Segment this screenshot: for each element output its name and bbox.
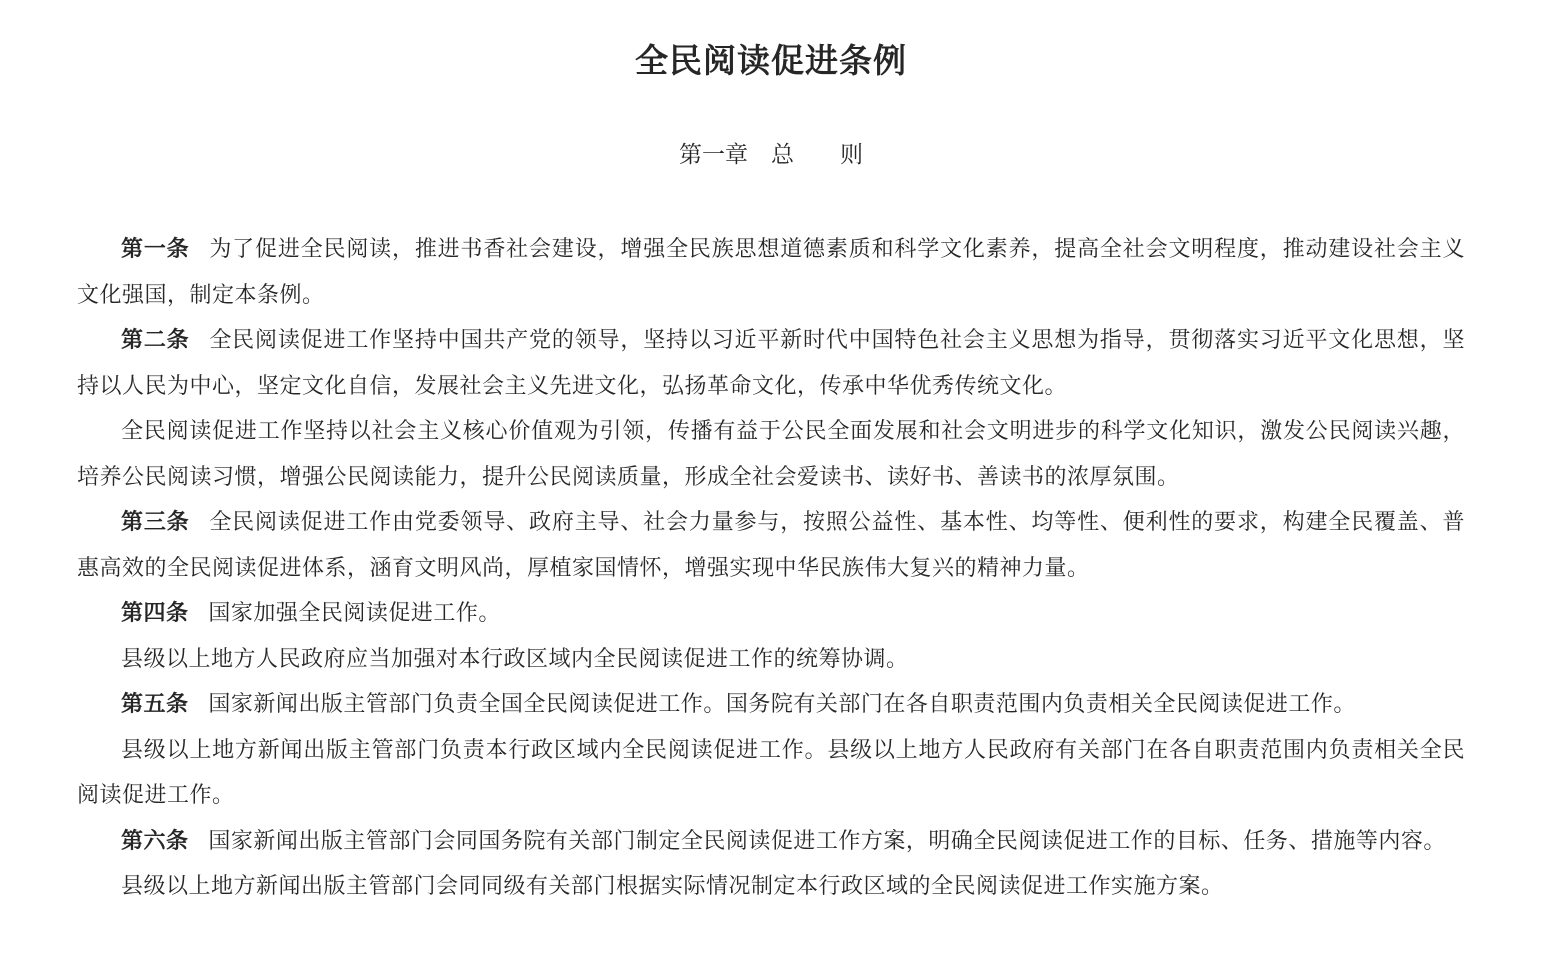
- article-paragraph: [77, 727, 1465, 818]
- paragraph-text: 县级以上地方新闻出版主管部门会同同级有关部门根据实际情况制定本行政区域的全民阅读促进工作实施方案。: [121, 873, 1224, 898]
- article-paragraph: [77, 636, 1465, 682]
- paragraph-text: 县级以上地方人民政府应当加强对本行政区域内全民阅读促进工作的统筹协调。: [121, 645, 909, 671]
- article-paragraph: [77, 226, 1465, 317]
- paragraph-text: 为了促进全民阅读，推进书香社会建设，增强全民族思想道德素质和科学文化素养，提高全社会文明程度，推动建设社会主义文化强国，制定本条例。: [77, 236, 1465, 307]
- page-title: 全民阅读促进条例: [635, 44, 907, 80]
- article-number-label: 第六条: [121, 827, 189, 853]
- article-paragraph: [77, 681, 1465, 727]
- paragraph-text: 全民阅读促进工作坚持中国共产党的领导，坚持以习近平新时代中国特色社会主义思想为指导，贯彻落实习近平文化思想，坚持以人民为中心，坚定文化自信，发展社会主义先进文化，弘扬革命文化，传承中华优秀传统文化。: [77, 327, 1465, 398]
- paragraph-text: 国家加强全民阅读促进工作。: [208, 600, 501, 625]
- paragraph-text: 县级以上地方新闻出版主管部门负责本行政区域内全民阅读促进工作。县级以上地方人民政府有关部门在各自职责范围内负责相关全民阅读促进工作。: [77, 736, 1465, 807]
- article-number-label: 第二条: [121, 327, 190, 352]
- article-number-label: 第三条: [121, 509, 190, 534]
- chapter-heading: 第一章 总 则: [679, 142, 863, 167]
- paragraph-text: 国家新闻出版主管部门负责全国全民阅读促进工作。国务院有关部门在各自职责范围内负责相关全民阅读促进工作。: [208, 691, 1356, 716]
- article-number-label: 第四条: [121, 600, 189, 625]
- article-paragraph: [77, 863, 1465, 909]
- paragraph-text: 全民阅读促进工作由党委领导、政府主导、社会力量参与，按照公益性、基本性、均等性、便利性的要求，构建全民覆盖、普惠高效的全民阅读促进体系，涵育文明风尚，厚植家国情怀，增强实现中华民族伟大复兴的精神力量。: [77, 509, 1465, 580]
- article-paragraph: [77, 818, 1465, 864]
- article-paragraph: [77, 499, 1465, 590]
- paragraph-text: 国家新闻出版主管部门会同国务院有关部门制定全民阅读促进工作方案，明确全民阅读促进工作的目标、任务、措施等内容。: [208, 827, 1446, 853]
- paragraph-text: 全民阅读促进工作坚持以社会主义核心价值观为引领，传播有益于公民全面发展和社会文明进步的科学文化知识，激发公民阅读兴趣，培养公民阅读习惯，增强公民阅读能力，提升公民阅读质量，形成全社会爱读书、读好书、善读书的浓厚氛围。: [77, 418, 1465, 489]
- article-number-label: 第一条: [121, 236, 190, 261]
- article-paragraph: [77, 317, 1465, 408]
- article-number-label: 第五条: [121, 691, 189, 716]
- article-paragraph: [77, 408, 1465, 499]
- article-paragraph: [77, 590, 1465, 636]
- document-body: [77, 226, 1465, 909]
